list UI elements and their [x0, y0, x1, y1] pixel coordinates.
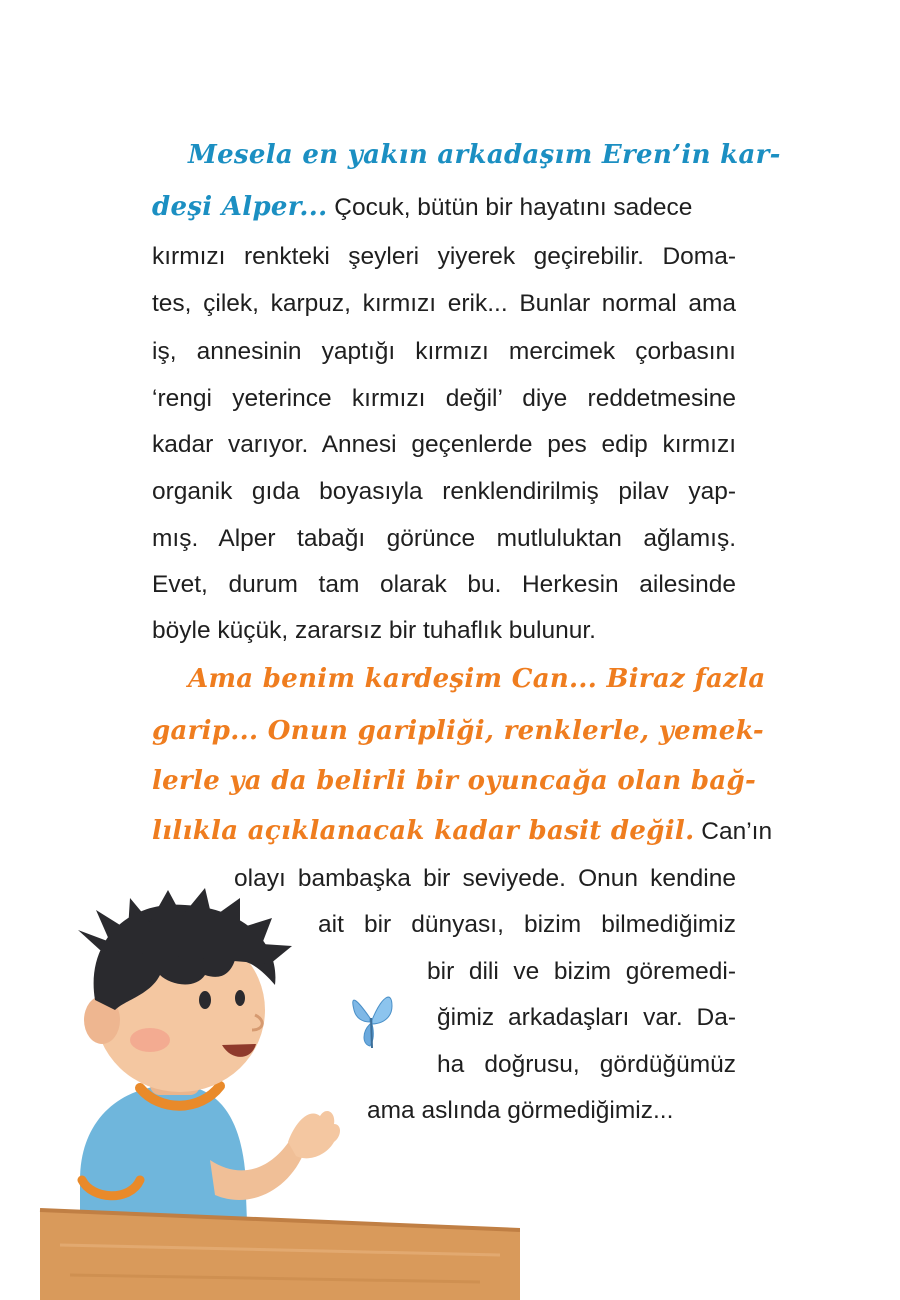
paragraph2-line2: garip... Onun garipliği, renklerle, yemek- [152, 716, 764, 746]
paragraph1-line8: organik gıda boyasıyla renklendirilmiş pilav yap- [152, 478, 736, 505]
paragraph2-line9: ha doğrusu, gördüğümüz [437, 1051, 736, 1078]
paragraph1-line7: kadar varıyor. Annesi geçenlerde pes edip kırmızı [152, 431, 736, 458]
paragraph2-line4 [152, 814, 773, 848]
paragraph1-line10: Evet, durum tam olarak bu. Herkesin ailesinde [152, 571, 736, 598]
paragraph2-line6: ait bir dünyası, bizim bilmediğimiz [318, 911, 736, 938]
paragraph2-line1: Ama benim kardeşim Can... Biraz fazla [188, 664, 766, 694]
paragraph2-line7: bir dili ve bizim göremedi- [427, 958, 736, 985]
paragraph1-line4: tes, çilek, karpuz, kırmızı erik... Bunlar normal ama [152, 290, 736, 317]
paragraph2-line4-rest: Can’ın [694, 818, 773, 845]
paragraph2-line5: olayı bambaşka bir seviyede. Onun kendine [234, 865, 736, 892]
paragraph1-line3: kırmızı renkteki şeyleri yiyerek geçirebilir. Doma- [152, 243, 736, 270]
paragraph2-line10: ama aslında görmediğimiz... [367, 1097, 674, 1124]
paragraph1-line6: ‘rengi yeterince kırmızı değil’ diye reddetmesine [152, 385, 736, 412]
paragraph1-line2 [152, 190, 736, 224]
paragraph2-line3: lerle ya da belirli bir oyuncağa olan bağ- [152, 766, 757, 796]
paragraph1-line5: iş, annesinin yaptığı kırmızı mercimek çorbasını [152, 338, 736, 365]
boy-illustration [0, 880, 520, 1300]
paragraph2-line8: ğimiz arkadaşları var. Da- [437, 1004, 736, 1031]
paragraph1-line9: mış. Alper tabağı görünce mutluluktan ağlamış. [152, 525, 736, 552]
paragraph2-line4-highlight: lılıkla açıklanacak kadar basit değil. [152, 816, 695, 846]
paragraph1-line1: Mesela en yakın arkadaşım Eren’in kar- [188, 140, 781, 170]
paragraph1-line11: böyle küçük, zararsız bir tuhaflık bulunur. [152, 617, 596, 644]
paragraph1-line2-highlight: deşi Alper... [152, 192, 328, 222]
paragraph1-line2-rest: Çocuk, bütün bir hayatını sadece [327, 194, 693, 221]
